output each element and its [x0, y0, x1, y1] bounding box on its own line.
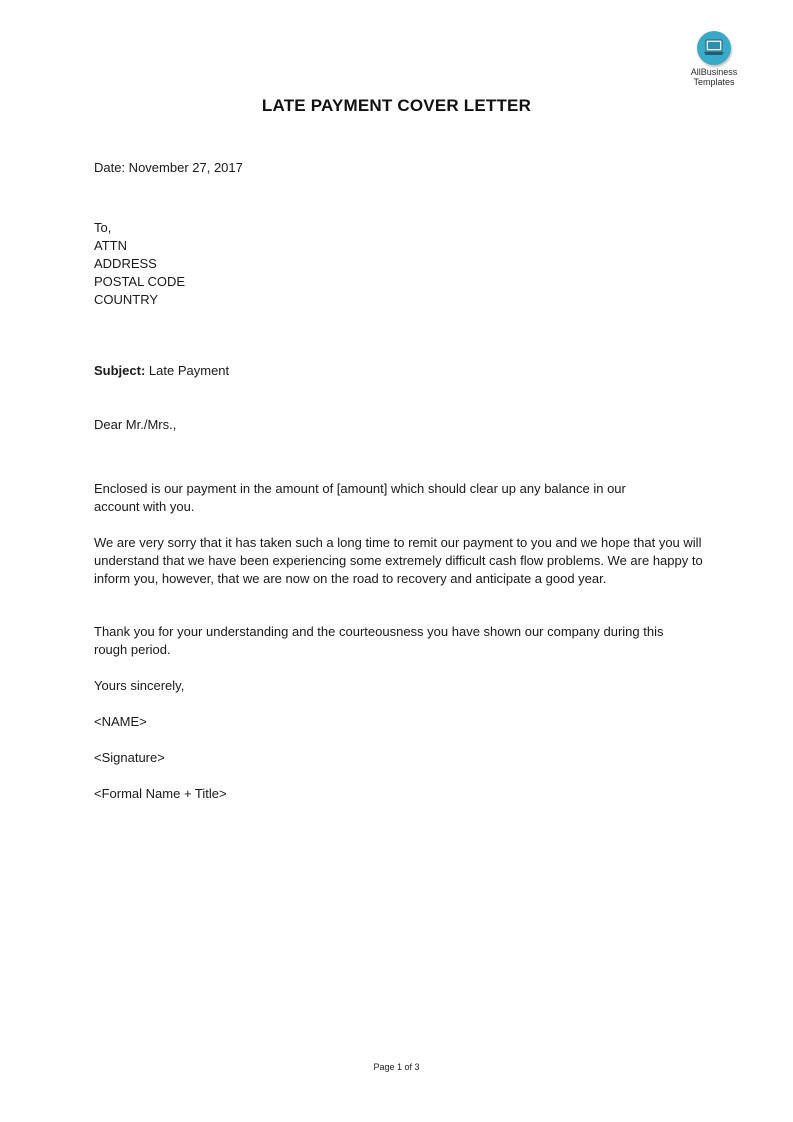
recipient-postal-code: POSTAL CODE: [94, 274, 186, 289]
recipient-to: To,: [94, 220, 112, 235]
laptop-icon: [697, 31, 731, 65]
recipient-country: COUNTRY: [94, 292, 159, 307]
logo-line-1: AllBusiness: [690, 67, 738, 77]
recipient-attn: ATTN: [94, 238, 127, 253]
body-paragraph-1: Enclosed is our payment in the amount of [amount] which should clear up any balance in our account with you.: [94, 481, 626, 514]
recipient-address: ADDRESS: [94, 256, 157, 271]
signer-name: <NAME>: [94, 714, 147, 729]
document-title: LATE PAYMENT COVER LETTER: [261, 96, 532, 115]
subject-label: Subject:: [94, 363, 146, 378]
subject-line: [94, 362, 229, 380]
body-paragraph-3: Thank you for your understanding and the courteousness you have shown our company during this rough period.: [94, 624, 664, 657]
subject-value: Late Payment: [148, 363, 230, 378]
page-number: Page 1 of 3: [373, 1062, 420, 1072]
formal-name-title: <Formal Name + Title>: [94, 786, 227, 801]
logo-text: [681, 67, 747, 87]
body-paragraph-2: We are very sorry that it has taken such a long time to remit our payment to you and we hope that you will understand that we have been experiencing some extremely difficult cash flow problems. We are happy to inform you, however, that we are now on the road to recovery and anticipate a good year.: [94, 535, 703, 586]
allbusiness-logo: [681, 31, 747, 87]
signature-placeholder: <Signature>: [94, 750, 165, 765]
closing: Yours sincerely,: [94, 678, 185, 693]
salutation: Dear Mr./Mrs.,: [94, 417, 177, 432]
logo-line-2: Templates: [693, 77, 735, 87]
letter-date: Date: November 27, 2017: [94, 160, 243, 175]
